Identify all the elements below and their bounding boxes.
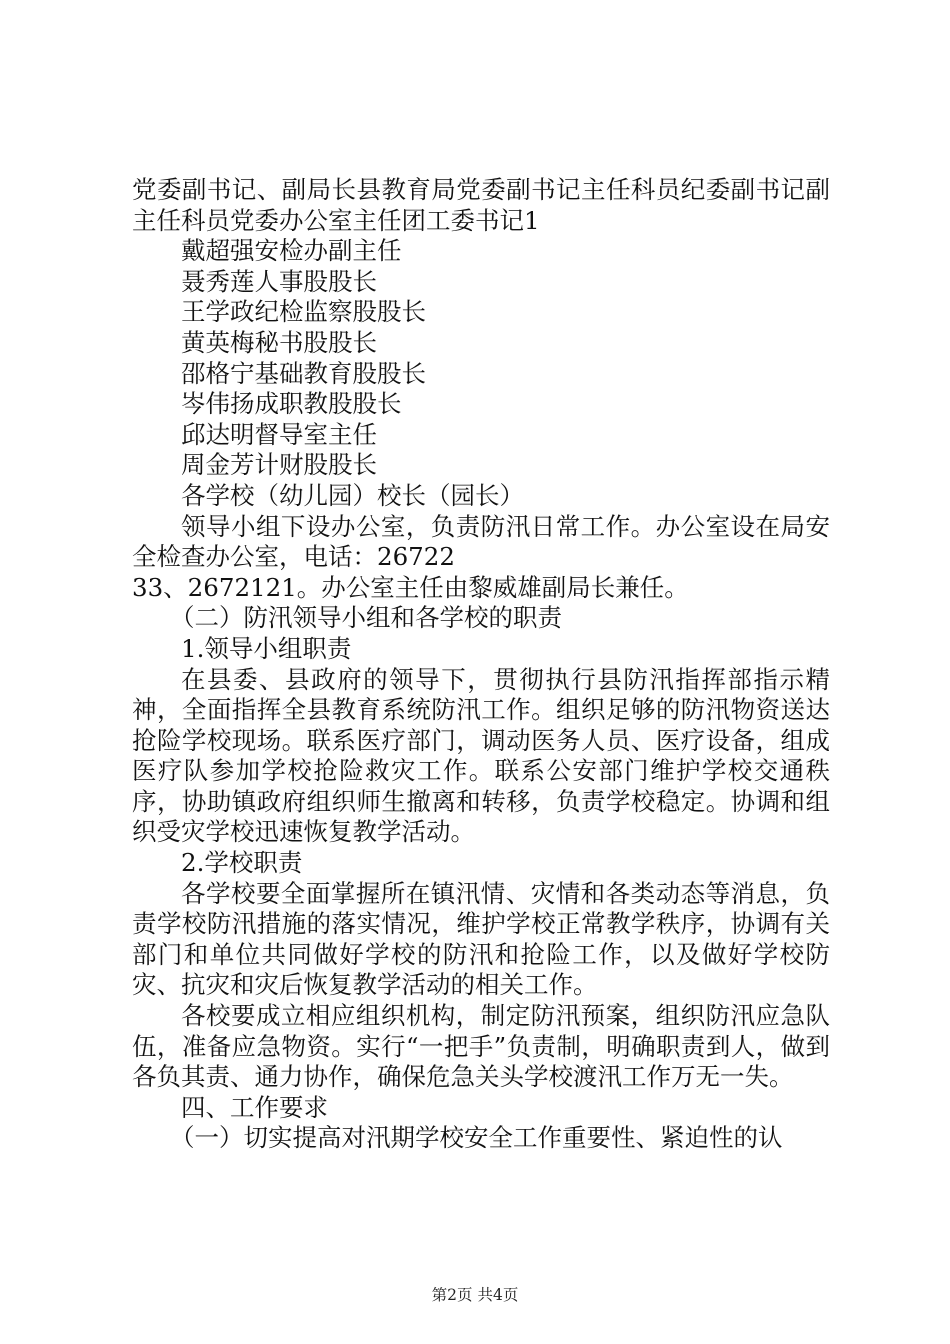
paragraph: 各学校（幼儿园）校长（园长） (181, 480, 524, 510)
paragraph: 邱达明督导室主任 (181, 419, 377, 449)
paragraph: 四、工作要求 (181, 1092, 328, 1122)
paragraph: 岑伟扬成职教股股长 (181, 389, 402, 419)
paragraph: （二）防汛领导小组和各学校的职责 (170, 603, 562, 633)
paragraph: 周金芳计财股股长 (181, 450, 377, 480)
paragraph: 戴超强安检办副主任 (181, 236, 402, 266)
paragraph: 2.学校职责 (181, 848, 303, 878)
page-footer: 第2页 共4页 (431, 1286, 519, 1304)
paragraph: 各学校要全面掌握所在镇汛情、灾情和各类动态等消息，负责学校防汛措施的落实情况，维护学校正常教学秩序，协调有关部门和单位共同做好学校的防汛和抢险工作，以及做好学校防灾、抗灾和灾后恢复教学活动的相关工作。 (132, 878, 830, 1000)
paragraph: 黄英梅秘书股股长 (181, 327, 377, 357)
document-body (132, 175, 830, 1154)
paragraph: 党委副书记、副局长县教育局党委副书记主任科员纪委副书记副主任科员党委办公室主任团工委书记1 (132, 175, 830, 235)
paragraph: 各校要成立相应组织机构，制定防汛预案，组织防汛应急队伍，准备应急物资。实行“一把手”负责制，明确职责到人，做到各负其责、通力协作，确保危急关头学校渡汛工作万无一失。 (132, 1001, 830, 1092)
paragraph: 王学政纪检监察股股长 (181, 297, 426, 327)
paragraph: （一）切实提高对汛期学校安全工作重要性、紧迫性的认 (170, 1123, 783, 1153)
paragraph: 在县委、县政府的领导下，贯彻执行县防汛指挥部指示精神，全面指挥全县教育系统防汛工作。组织足够的防汛物资送达抢险学校现场。联系医疗部门，调动医务人员、医疗设备，组成医疗队参加学校抢险救灾工作。联系公安部门维护学校交通秩序，协助镇政府组织师生撤离和转移，负责学校稳定。协调和组织受灾学校迅速恢复教学活动。 (132, 664, 830, 847)
paragraph: 1.领导小组职责 (181, 633, 352, 663)
paragraph: 领导小组下设办公室，负责防汛日常工作。办公室设在局安全检查办公室，电话：26722 (132, 511, 830, 572)
paragraph: 聂秀莲人事股股长 (181, 266, 377, 296)
paragraph: 邵格宁基础教育股股长 (181, 358, 426, 388)
paragraph: 33、2672121。办公室主任由黎威雄副局长兼任。 (132, 572, 689, 602)
